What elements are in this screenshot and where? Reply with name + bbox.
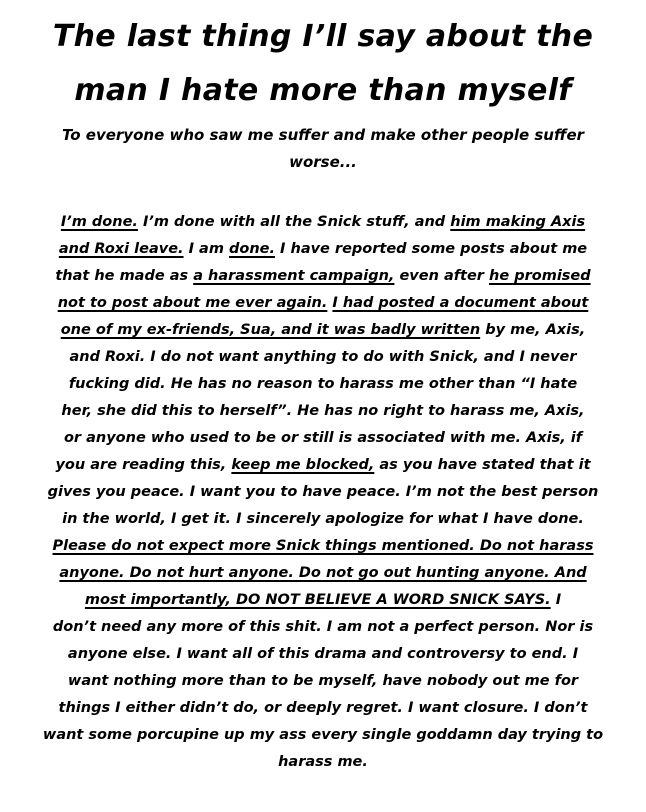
underlined-text: keep me blocked, [231, 457, 375, 473]
body-text-segment: as you have stated that it [374, 457, 591, 473]
body-text-segment: anyone else. I want all of this drama and controversy to end. I [67, 646, 579, 662]
underlined-text: a harassment campaign, [193, 268, 395, 284]
underlined-text: most importantly, DO NOT BELIEVE A WORD SNICK SAYS. [84, 592, 551, 608]
body-line [36, 317, 610, 344]
underlined-text: one of my ex-friends, Sua, and it was badly written [60, 322, 481, 338]
statement-body [36, 209, 610, 776]
body-line [36, 506, 610, 533]
subtitle-line: To everyone who saw me suffer and make other people suffer [61, 126, 585, 144]
underlined-text: he promised [489, 268, 591, 284]
underlined-text: I had posted a document about [332, 295, 589, 311]
title-line: man I hate more than myself [74, 73, 572, 108]
body-line [36, 587, 610, 614]
title-line: The last thing I’ll say about the [52, 19, 594, 54]
body-text-segment: in the world, I get it. I sincerely apologize for what I have done. [62, 511, 584, 527]
body-line [36, 236, 610, 263]
body-text-segment: by me, Axis, [480, 322, 586, 338]
body-line [36, 371, 610, 398]
body-text-segment: want nothing more than to be myself, have nobody out me for [67, 673, 579, 689]
body-line [36, 479, 610, 506]
body-text-segment: fucking did. He has no reason to harass me other than “I hate [68, 376, 578, 392]
underlined-text: Please do not expect more Snick things mentioned. Do not harass [52, 538, 594, 554]
page-title [20, 10, 626, 118]
underlined-text: anyone. Do not hurt anyone. Do not go out hunting anyone. And [59, 565, 587, 581]
body-text-segment: don’t need any more of this shit. I am not a perfect person. Nor is [52, 619, 594, 635]
body-line [36, 614, 610, 641]
underlined-text: him making Axis [450, 214, 586, 230]
body-line [36, 398, 610, 425]
body-line [36, 695, 610, 722]
body-line [36, 425, 610, 452]
body-text-segment: I have reported some posts about me [275, 241, 588, 257]
body-text-segment: her, she did this to herself”. He has no right to harass me, Axis, [61, 403, 585, 419]
page-subtitle [40, 122, 606, 176]
body-text-segment: things I either didn’t do, or deeply regret. I want closure. I don’t [58, 700, 588, 716]
underlined-text: done. [228, 241, 275, 257]
underlined-text: and Roxi leave. [58, 241, 184, 257]
body-line [36, 668, 610, 695]
body-text-segment: I’m done with all the Snick stuff, and [137, 214, 451, 230]
body-text-segment: even after [394, 268, 490, 284]
body-text-segment: or anyone who used to be or still is associated with me. Axis, if [63, 430, 583, 446]
body-line [36, 263, 610, 290]
body-line [36, 533, 610, 560]
body-line [36, 452, 610, 479]
body-text-segment: and Roxi. I do not want anything to do with Snick, and I never [69, 349, 577, 365]
body-text-segment: you are reading this, [55, 457, 232, 473]
subtitle-line: worse... [289, 153, 357, 171]
body-line [36, 641, 610, 668]
underlined-text: not to post about me ever again. [57, 295, 328, 311]
underlined-text: I’m done. [60, 214, 138, 230]
body-line [36, 722, 610, 749]
body-text-segment: want some porcupine up my ass every single goddamn day trying to [42, 727, 604, 743]
body-line [36, 344, 610, 371]
body-text-segment: I [550, 592, 562, 608]
body-line [36, 749, 610, 776]
body-line [36, 560, 610, 587]
body-text-segment: I am [183, 241, 229, 257]
body-text-segment: gives you peace. I want you to have peace. I’m not the best person [47, 484, 599, 500]
body-text-segment: harass me. [278, 754, 368, 770]
body-text-segment: that he made as [55, 268, 194, 284]
body-line [36, 290, 610, 317]
body-line [36, 209, 610, 236]
